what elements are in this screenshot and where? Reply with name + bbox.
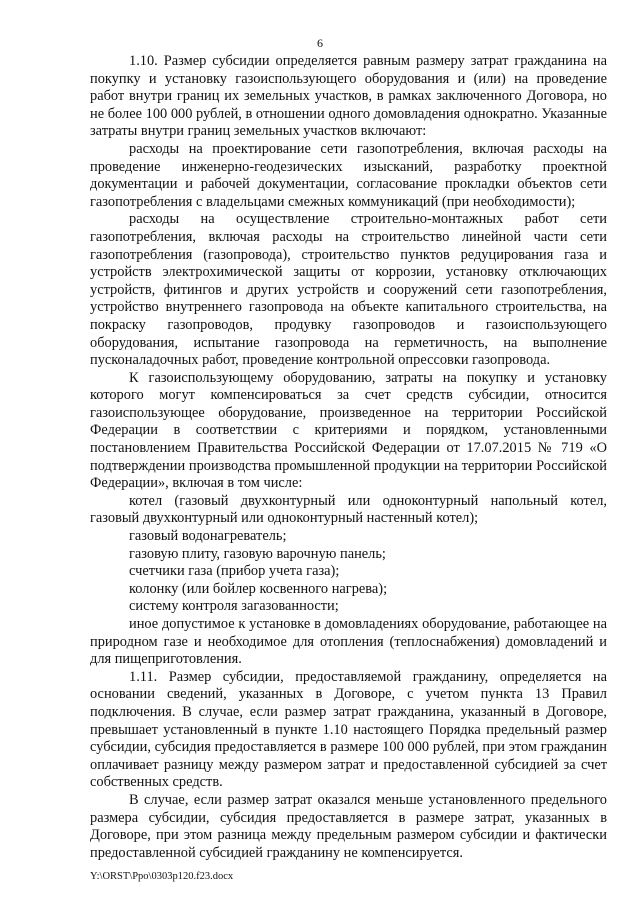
paragraph-construction-costs: расходы на осуществление строительно-монтажных работ сети газопотребления, включая расходы на строительство линейной части сети газопотребления (газопровода), строительство пунктов редуцирования газа и устройств электрохимической защиты от коррозии, установку отключающих устройств, фитингов и других устройств и сооружений сети газопотребления, устройство внутреннего газопровода на объекте капитального строительства, на покраску газопроводов, продувку газопроводов и газоиспользующего оборудования, испытание газопровода на герметичность, на выполнение пусконаладочных работ, проведение контрольной опрессовки газопровода. xyxy=(90,211,607,369)
paragraph-design-costs: расходы на проектирование сети газопотребления, включая расходы на проведение инженерно-геодезических изысканий, разработку проектной документации и рабочей документации, согласование прокладки объектов сети газопотребления с владельцами смежных коммуникаций (при необходимости); xyxy=(90,140,607,210)
list-item-column: колонку (или бойлер косвенного нагрева); xyxy=(129,580,388,597)
list-item-other-equipment: иное допустимое к установке в домовладениях оборудование, работающее на природном газе и необходимое для отопления (теплоснабжения) домовладений и для пищеприготовления. xyxy=(90,616,607,668)
paragraph-1-11: 1.11. Размер субсидии, предоставляемой гражданину, определяется на основании сведений, указанных в Договоре, с учетом пункта 13 Правил подключения. В случае, если размер затрат гражданина, указанный в Договоре, превышает установленный в пункте 1.10 настоящего Порядка предельный размер субсидии, субсидия предоставляется в размере 100 000 рублей, при этом гражданин оплачивает разницу между размером затрат и предоставленной субсидией за счет собственных средств. xyxy=(90,668,607,791)
list-item-gas-stove: газовую плиту, газовую варочную панель; xyxy=(129,545,386,562)
file-path-footer: Y:\ORST\Ppo\0303p120.f23.docx xyxy=(90,871,234,882)
list-item-boiler: котел (газовый двухконтурный или одноконтурный напольный котел, газовый двухконтурный или одноконтурный настенный котел); xyxy=(90,492,607,527)
paragraph-lower-costs: В случае, если размер затрат оказался меньше установленного предельного размера субсидии, субсидия предоставляется в размере затрат, указанных в Договоре, при этом разница между предельным размером субсидии и фактически предоставленной субсидией гражданину не компенсируется. xyxy=(90,791,607,861)
paragraph-equipment: К газоиспользующему оборудованию, затраты на покупку и установку которого могут компенсироваться за счет средств субсидии, относится газоиспользующее оборудование, произведенное на территории Российской Федерации в соответствии с критериями и порядком, установленными постановлением Правительства Российской Федерации от 17.07.2015 № 719 «О подтверждении производства промышленной продукции на территории Российской Федерации», включая в том числе: xyxy=(90,369,607,492)
document-body xyxy=(90,53,607,862)
list-item-gas-meter: счетчики газа (прибор учета газа); xyxy=(129,563,340,580)
paragraph-1-10: 1.10. Размер субсидии определяется равным размеру затрат гражданина на покупку и установку газоиспользующего оборудования и (или) на проведение работ внутри границ их земельных участков, в рамках заключенного Договора, но не более 100 000 рублей, в отношении одного домовладения однократно. Указанные затраты внутри границ земельных участков включают: xyxy=(90,53,607,140)
page-number: 6 xyxy=(317,36,323,50)
list-item-water-heater: газовый водонагреватель; xyxy=(129,528,287,545)
list-item-gas-control: систему контроля загазованности; xyxy=(129,598,339,615)
